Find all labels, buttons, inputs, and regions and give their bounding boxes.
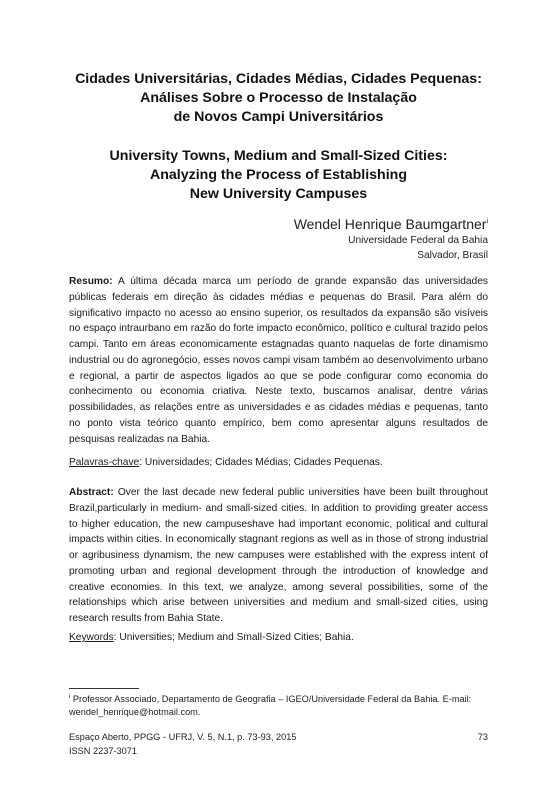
author-name — [294, 213, 488, 233]
author-footnote-mark[interactable]: i — [486, 218, 488, 225]
footer-citation — [69, 730, 296, 758]
footnote-mark: i — [69, 694, 71, 700]
abstract-label: Abstract: — [69, 487, 114, 498]
footnote-text: Professor Associado, Departamento de Geografia – IGEO/Universidade Federal da Bahia. E-mail: wendel_henrique@hotmail.com. — [69, 694, 472, 717]
resumo-label: Resumo: — [69, 276, 113, 287]
title-english — [40, 147, 517, 204]
footer-journal: Espaço Aberto, PPGG - UFRJ, V. 5, N.1, p. 73-93, 2015 — [69, 732, 297, 742]
footer-issn: ISSN 2237-3071 — [69, 746, 137, 756]
title-pt-line-3: de Novos Campi Universitários — [173, 109, 384, 125]
title-en-line-1: University Towns, Medium and Small-Sized Cities: — [109, 148, 448, 164]
title-portuguese — [40, 70, 517, 127]
palavras-chave-line — [69, 455, 488, 471]
author-block — [294, 213, 488, 263]
footnote — [69, 691, 494, 719]
title-en-line-3: New University Campuses — [189, 186, 368, 202]
abstract-text: Over the last decade new federal public universities have been built throughout Brazil,particularly in medium- and small-sized cities. In addition to providing greater access to higher education, the new campuseshave had important economic, political and cultural impacts within cities. In economically stagnant regions as well as in those of strong industrial or agribusiness dynamism, the new campuses were established with the express intent of promoting urban and regional development through the introduction of knowledge and creative economies. In this text, we analyze, among several possibilities, some of the relationships which arise between universities and medium and small-sized cities, using research results from Bahia State. — [69, 487, 488, 624]
resumo-text: A última década marca um período de grande expansão das universidades públicas federais em direção às cidades médias e pequenas do Brasil. Para além do significativo impacto no acesso ao ensino superior, os resultados da expansão são visíveis no espaço intraurbano em razão do forte impacto econômico, político e cultural trazido pelos campi. Tanto em áreas economicamente estagnadas quanto naquelas de forte dinamismo industrial ou do agronegócio, esses novos campi visam também ao desenvolvimento urbano e regional, a partir de aspectos ligados ao que se pode configurar como economia do conhecimento ou economia criativa. Neste texto, buscamos analisar, dentre várias possibilidades, as relações entre as universidades e as cidades médias e pequenas, tanto no ponto vista teórico quanto empírico, bem como apresentar alguns resultados de pesquisas realizadas na Bahia. — [69, 276, 488, 445]
title-pt-line-1: Cidades Universitárias, Cidades Médias, Cidades Pequenas: — [75, 71, 482, 87]
keywords-text: : Universities; Medium and Small-Sized Cities; Bahia. — [113, 632, 354, 643]
page-number: 73 — [477, 732, 488, 742]
resumo-paragraph — [69, 274, 488, 447]
author-institution: Universidade Federal da Bahia — [348, 235, 488, 246]
keywords-line — [69, 630, 488, 646]
title-pt-line-2: Análises Sobre o Processo de Instalação — [140, 90, 417, 106]
author-location: Salvador, Brasil — [417, 250, 488, 261]
palavras-chave-label: Palavras-chave — [69, 457, 140, 468]
footnote-divider — [69, 688, 139, 689]
title-en-line-2: Analyzing the Process of Establishing — [149, 167, 407, 183]
abstract-paragraph — [69, 485, 488, 627]
palavras-chave-text: : Universidades; Cidades Médias; Cidades Pequenas. — [139, 457, 383, 468]
author-name-text: Wendel Henrique Baumgartner — [293, 216, 487, 232]
keywords-label: Keywords — [69, 632, 114, 643]
